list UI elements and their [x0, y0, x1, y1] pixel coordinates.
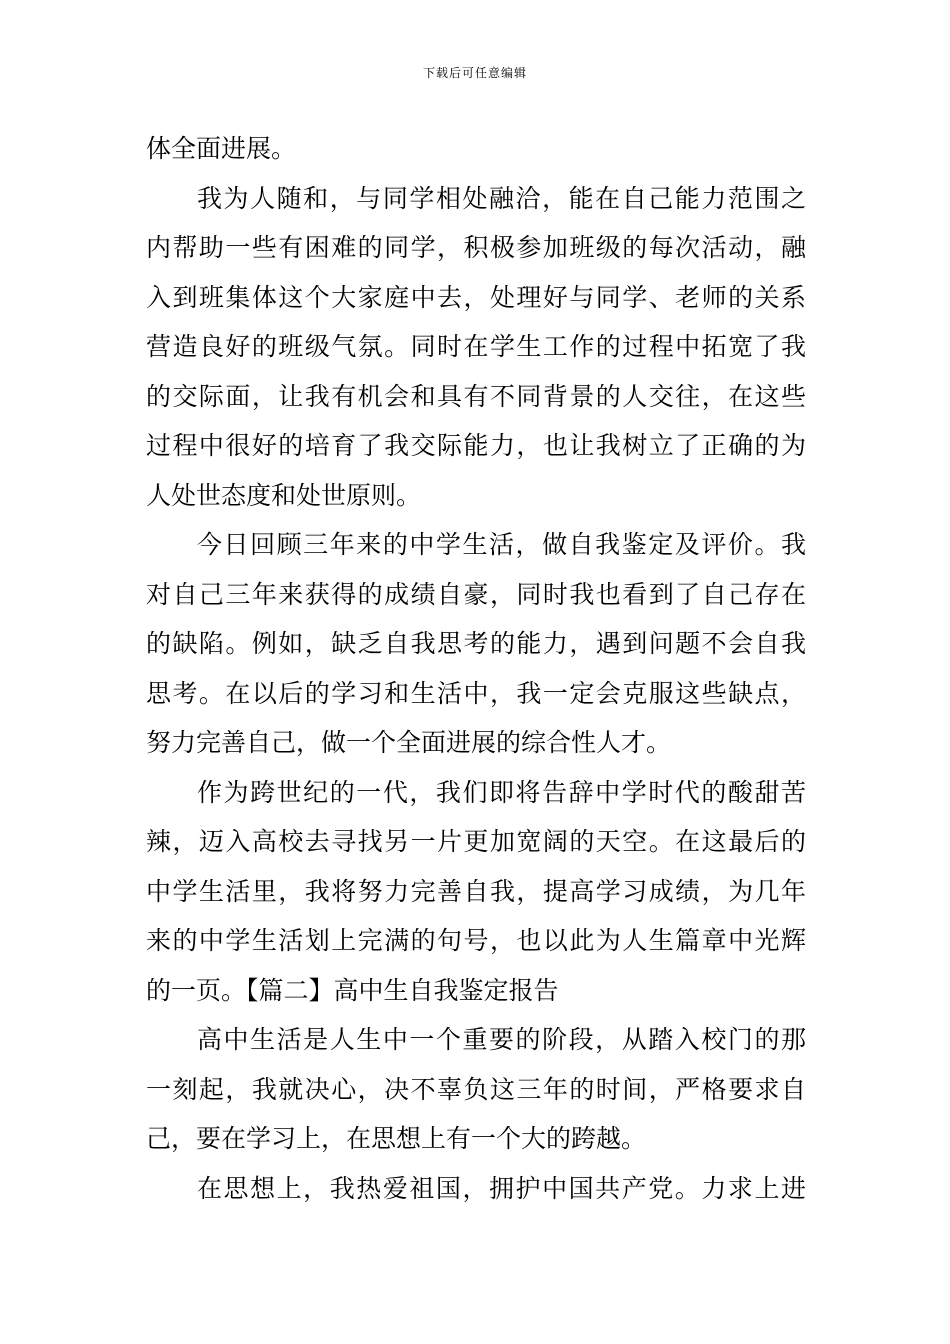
text-line: 作为跨世纪的一代，我们即将告辞中学时代的酸甜苦 — [197, 777, 806, 807]
text-line: 今日回顾三年来的中学生活，做自我鉴定及评价。我 — [197, 530, 806, 559]
text-line: 来的中学生活划上完满的句号，也以此为人生篇章中光辉 — [146, 926, 806, 955]
text-line: 中学生活里，我将努力完善自我，提高学习成绩，为几年 — [146, 876, 806, 906]
text-line: 体全面进展。 — [146, 134, 297, 163]
text-line: 对自己三年来获得的成绩自豪，同时我也看到了自己存在 — [146, 579, 806, 609]
text-line: 我为人随和，与同学相处融洽，能在自己能力范围之 — [197, 183, 806, 213]
document-body — [146, 124, 806, 1213]
text-line: 辣，迈入高校去寻找另一片更加宽阔的天空。在这最后的 — [146, 827, 806, 856]
text-line: 人处世态度和处世原则。 — [146, 480, 422, 510]
text-line: 内帮助一些有困难的同学，积极参加班级的每次活动，融 — [146, 233, 806, 262]
text-line: 一刻起，我就决心，决不辜负这三年的时间，严格要求自 — [146, 1074, 806, 1104]
text-line: 的交际面，让我有机会和具有不同背景的人交往，在这些 — [146, 381, 806, 411]
text-line: 在思想上，我热爱祖国，拥护中国共产党。力求上进 — [197, 1173, 806, 1203]
text-line: 入到班集体这个大家庭中去，处理好与同学、老师的关系 — [146, 282, 806, 312]
text-line: 的一页。【篇二】高中生自我鉴定报告 — [146, 975, 559, 1005]
text-line: 己，要在学习上，在思想上有一个大的跨越。 — [146, 1124, 647, 1153]
text-line: 的缺陷。例如，缺乏自我思考的能力，遇到问题不会自我 — [146, 629, 806, 658]
text-line: 过程中很好的培育了我交际能力，也让我树立了正确的为 — [146, 431, 806, 460]
text-line: 高中生活是人生中一个重要的阶段，从踏入校门的那 — [197, 1025, 806, 1054]
text-line: 思考。在以后的学习和生活中，我一定会克服这些缺点， — [146, 678, 806, 708]
text-line: 努力完善自己，做一个全面进展的综合性人才。 — [146, 728, 672, 757]
text-line: 营造良好的班级气氛。同时在学生工作的过程中拓宽了我 — [146, 332, 806, 361]
page-header: 下载后可任意编辑 — [422, 66, 527, 80]
